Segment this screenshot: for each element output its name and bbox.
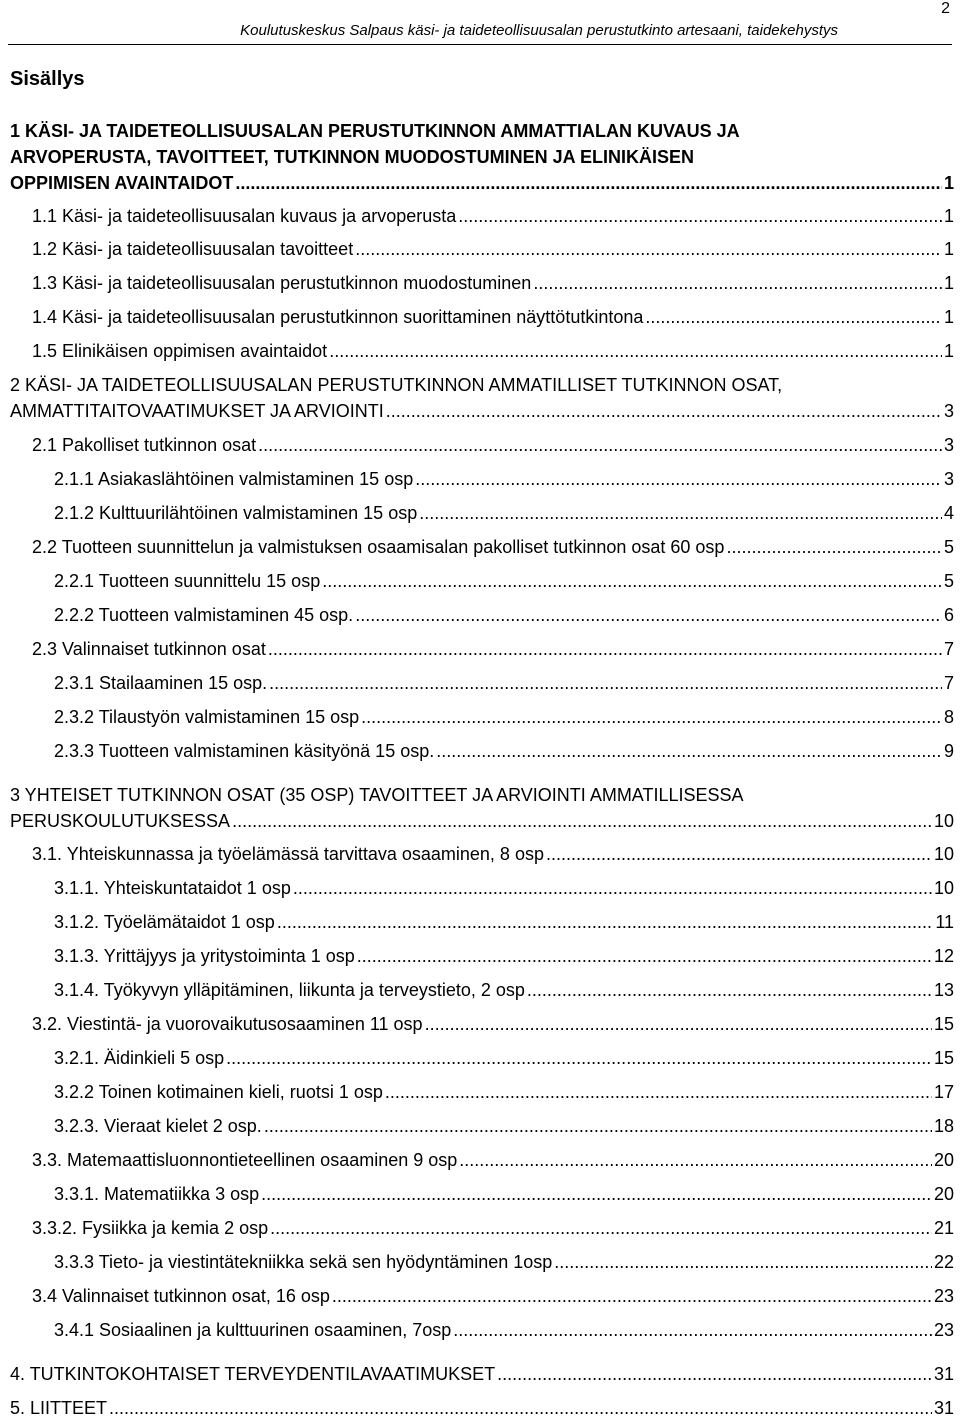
toc-dot-leader: [527, 977, 932, 1003]
toc-entry[interactable]: [0, 738, 960, 764]
toc-entry-title: 1.3 Käsi- ja taideteollisuusalan perustutkinnon muodostuminen: [32, 273, 532, 293]
toc-dot-leader: [232, 808, 932, 834]
toc-dot-leader: [546, 841, 932, 867]
toc-entry-title: 3.3. Matemaattisluonnontieteellinen osaaminen 9 osp: [32, 1150, 458, 1170]
toc-dot-leader: [385, 1079, 932, 1105]
toc-entry[interactable]: [0, 372, 960, 424]
toc-entry-title: 1.1 Käsi- ja taideteollisuusalan kuvaus ja arvoperusta: [32, 206, 457, 226]
toc-page-number: 10: [933, 878, 954, 898]
toc-entry-title: 2.3 Valinnaiset tutkinnon osat: [32, 639, 266, 659]
toc-entry-title: 3.4 Valinnaiset tutkinnon osat, 16 osp: [32, 1286, 330, 1306]
toc-page-number: 11: [935, 912, 954, 932]
toc-entry[interactable]: [0, 203, 960, 229]
toc-dot-leader: [329, 338, 942, 364]
toc-page-number: 7: [943, 639, 954, 659]
toc-page-number: 7: [943, 673, 954, 693]
toc-page-number: 10: [933, 844, 954, 864]
toc-entry-title: OPPIMISEN AVAINTAIDOT: [10, 173, 234, 193]
toc-page-number: 1: [943, 206, 954, 226]
toc-page-number: 5: [943, 537, 954, 557]
toc-page-number: 9: [943, 741, 954, 761]
toc-dot-leader: [269, 670, 942, 696]
toc-page-number: 23: [933, 1320, 954, 1340]
toc-page-number: 31: [933, 1364, 954, 1384]
toc-entry[interactable]: [0, 432, 960, 458]
toc-dot-leader: [419, 500, 942, 526]
toc-page-number: 6: [943, 605, 954, 625]
toc-entry-title: 2.3.2 Tilaustyön valmistaminen 15 osp: [54, 707, 360, 727]
toc-entry[interactable]: [0, 1395, 960, 1421]
toc-dot-leader: [268, 636, 942, 662]
toc-page-number: 1: [943, 173, 954, 193]
toc-entry[interactable]: [0, 602, 960, 628]
toc-entry[interactable]: [0, 466, 960, 492]
toc-page-number: 1: [943, 239, 954, 259]
toc-entry-title: 2.1.2 Kulttuurilähtöinen valmistaminen 15 osp: [54, 503, 418, 523]
toc-dot-leader: [533, 270, 942, 296]
toc-entry-title: PERUSKOULUTUKSESSA: [10, 811, 231, 831]
toc-entry-title: AMMATTITAITOVAATIMUKSET JA ARVIOINTI: [10, 401, 384, 421]
toc-dot-leader: [293, 875, 932, 901]
toc-heading: Sisällys: [10, 68, 85, 90]
toc-dot-leader: [258, 432, 942, 458]
toc-entry[interactable]: [0, 1079, 960, 1105]
toc-page-number: 15: [933, 1048, 954, 1068]
toc-dot-leader: [277, 909, 933, 935]
toc-entry[interactable]: [0, 1283, 960, 1309]
toc-entry-title: 1.2 Käsi- ja taideteollisuusalan tavoitteet: [32, 239, 354, 259]
toc-dot-leader: [332, 1283, 932, 1309]
toc-entry-title: 1.5 Elinikäisen oppimisen avaintaidot: [32, 341, 328, 361]
toc-entry[interactable]: [0, 1361, 960, 1387]
toc-entry-title: 5. LIITTEET: [10, 1398, 108, 1418]
toc-dot-leader: [458, 203, 942, 229]
toc-entry-title: 3.4.1 Sosiaalinen ja kulttuurinen osaaminen, 7osp: [54, 1320, 452, 1340]
toc-entry-title: 1.4 Käsi- ja taideteollisuusalan perustutkinnon suorittaminen näyttötutkintona: [32, 307, 644, 327]
toc-page-number: 1: [943, 273, 954, 293]
toc-entry-title: 2.2.1 Tuotteen suunnittelu 15 osp: [54, 571, 321, 591]
toc-entry[interactable]: [0, 943, 960, 969]
toc-entry[interactable]: [0, 1181, 960, 1207]
toc-page-number: 5: [943, 571, 954, 591]
toc-entry-title: 3.1.2. Työelämätaidot 1 osp: [54, 912, 275, 932]
toc-dot-leader: [355, 236, 942, 262]
toc-entry[interactable]: [0, 1113, 960, 1139]
toc-page-number: 31: [933, 1398, 954, 1418]
toc-entry-title: ARVOPERUSTA, TAVOITTEET, TUTKINNON MUODOSTUMINEN JA ELINIKÄISEN: [10, 147, 695, 167]
toc-entry-title: 4. TUTKINTOKOHTAISET TERVEYDENTILAVAATIMUKSET: [10, 1364, 496, 1384]
toc-dot-leader: [264, 1113, 932, 1139]
toc-entry[interactable]: [0, 704, 960, 730]
toc-entry[interactable]: [0, 670, 960, 696]
toc-entry[interactable]: [0, 534, 960, 560]
toc-dot-leader: [361, 704, 942, 730]
toc-page-number: 1: [943, 341, 954, 361]
toc-entry-title: 2.2.2 Tuotteen valmistaminen 45 osp.: [54, 605, 354, 625]
toc-entry[interactable]: [0, 270, 960, 296]
toc-page-number: 3: [943, 469, 954, 489]
toc-entry-title: 2.1 Pakolliset tutkinnon osat: [32, 435, 257, 455]
toc-dot-leader: [459, 1147, 932, 1173]
toc-entry-title: 2.3.1 Stailaaminen 15 osp.: [54, 673, 268, 693]
toc-entry-title: 3.1.3. Yrittäjyys ja yritystoiminta 1 osp: [54, 946, 355, 966]
toc-dot-leader: [226, 1045, 932, 1071]
toc-entry-title: 3.2.2 Toinen kotimainen kieli, ruotsi 1 osp: [54, 1082, 383, 1102]
header-divider: [8, 44, 952, 45]
toc-page-number: 15: [933, 1014, 954, 1034]
toc-entry-title: 3 YHTEISET TUTKINNON OSAT (35 OSP) TAVOITTEET JA ARVIOINTI AMMATILLISESSA: [10, 785, 744, 805]
toc-page-number: 20: [933, 1184, 954, 1204]
toc-entry-title: 3.2. Viestintä- ja vuorovaikutusosaaminen 11 osp: [32, 1014, 423, 1034]
toc-entry-title: 2.3.3 Tuotteen valmistaminen käsityönä 15 osp.: [54, 741, 435, 761]
toc-dot-leader: [554, 1249, 932, 1275]
toc-page-number: 1: [943, 307, 954, 327]
toc-entry[interactable]: [0, 1215, 960, 1241]
toc-dot-leader: [261, 1181, 932, 1207]
toc-entry[interactable]: [0, 1045, 960, 1071]
toc-entry[interactable]: [0, 875, 960, 901]
toc-entry-title: 2.2 Tuotteen suunnittelun ja valmistuksen osaamisalan pakolliset tutkinnon osat 60 osp: [32, 537, 725, 557]
toc-page-number: 8: [943, 707, 954, 727]
toc-entry[interactable]: [0, 500, 960, 526]
toc-entry-title: 3.3.2. Fysiikka ja kemia 2 osp: [32, 1218, 269, 1238]
toc-dot-leader: [436, 738, 942, 764]
toc-dot-leader: [726, 534, 942, 560]
toc-entry-title: 3.2.1. Äidinkieli 5 osp: [54, 1048, 225, 1068]
toc-page-number: 10: [933, 811, 954, 831]
toc-dot-leader: [497, 1361, 932, 1387]
toc-entry[interactable]: [0, 568, 960, 594]
toc-entry[interactable]: [0, 841, 960, 867]
toc-entry[interactable]: [0, 782, 960, 834]
toc-entry-title: 3.1.1. Yhteiskuntataidot 1 osp: [54, 878, 291, 898]
toc-dot-leader: [355, 602, 942, 628]
toc-entry[interactable]: [0, 304, 960, 330]
page-number: 2: [941, 0, 950, 17]
toc-entry-title: 3.2.3. Vieraat kielet 2 osp.: [54, 1116, 262, 1136]
toc-entry-title: 2 KÄSI- JA TAIDETEOLLISUUSALAN PERUSTUTKINNON AMMATILLISET TUTKINNON OSAT,: [10, 375, 783, 395]
toc-entry[interactable]: [0, 338, 960, 364]
toc-entry-title: 3.3.1. Matematiikka 3 osp: [54, 1184, 260, 1204]
toc-entry-title: 3.3.3 Tieto- ja viestintätekniikka sekä sen hyödyntäminen 1osp: [54, 1252, 553, 1272]
toc-page-number: 21: [933, 1218, 954, 1238]
toc-page-number: 23: [933, 1286, 954, 1306]
toc-dot-leader: [109, 1395, 932, 1421]
toc-dot-leader: [645, 304, 942, 330]
toc-page-number: 20: [933, 1150, 954, 1170]
toc-entry[interactable]: [0, 118, 960, 196]
toc-entry[interactable]: [0, 236, 960, 262]
toc-page-number: 13: [933, 980, 954, 1000]
toc-entry[interactable]: [0, 636, 960, 662]
toc-entry[interactable]: [0, 1147, 960, 1173]
toc-entry[interactable]: [0, 909, 960, 935]
toc-entry[interactable]: [0, 1317, 960, 1343]
toc-page-number: 17: [933, 1082, 954, 1102]
toc-dot-leader: [415, 466, 942, 492]
toc-entry[interactable]: [0, 977, 960, 1003]
toc-page-number: 18: [933, 1116, 954, 1136]
toc-page-number: 4: [943, 503, 954, 523]
toc-entry-title: 2.1.1 Asiakaslähtöinen valmistaminen 15 osp: [54, 469, 414, 489]
toc-dot-leader: [357, 943, 932, 969]
toc-page-number: 12: [933, 946, 954, 966]
toc-dot-leader: [270, 1215, 932, 1241]
running-title: Koulutuskeskus Salpaus käsi- ja taideteollisuusalan perustutkinto artesaani, taidekehystys: [240, 22, 838, 39]
toc-entry-title: 3.1.4. Työkyvyn ylläpitäminen, liikunta ja terveystieto, 2 osp: [54, 980, 525, 1000]
toc-page-number: 3: [943, 435, 954, 455]
toc-entry[interactable]: [0, 1011, 960, 1037]
toc-dot-leader: [322, 568, 942, 594]
toc-entry-title: 3.1. Yhteiskunnassa ja työelämässä tarvittava osaaminen, 8 osp: [32, 844, 544, 864]
toc-dot-leader: [386, 398, 942, 424]
toc-page-number: 3: [943, 401, 954, 421]
toc-page-number: 22: [933, 1252, 954, 1272]
toc-dot-leader: [453, 1317, 932, 1343]
toc-entry-title: 1 KÄSI- JA TAIDETEOLLISUUSALAN PERUSTUTKINNON AMMATTIALAN KUVAUS JA: [10, 121, 740, 141]
toc-entry[interactable]: [0, 1249, 960, 1275]
toc-dot-leader: [235, 170, 942, 196]
toc-dot-leader: [425, 1011, 932, 1037]
